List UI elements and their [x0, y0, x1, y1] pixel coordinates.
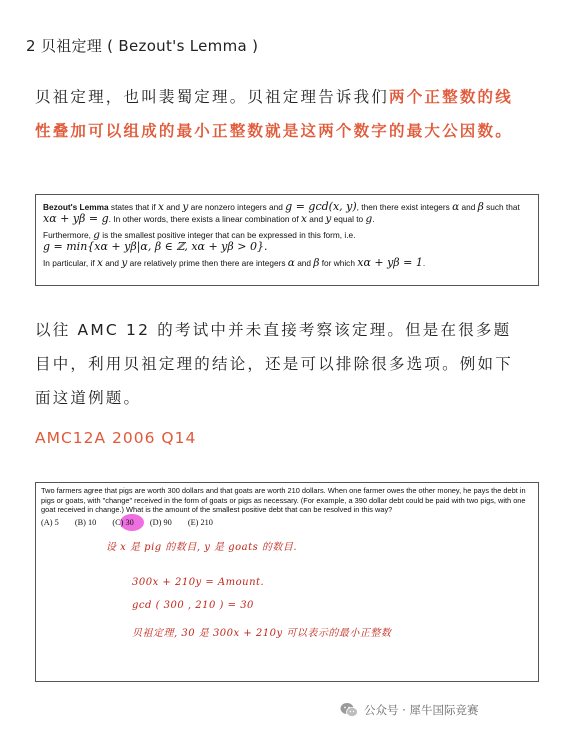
handwriting-line-4: 贝祖定理, 30 是 300x + 210y 可以表示的最小正整数 [132, 628, 392, 639]
problem-text: Two farmers agree that pigs are worth 300 dollars and that goats are worth 210 dollars. When one farmer owes the other money, he pays the debt in pigs or goats, with "change" received in the form of goats or pigs as necessary. (For example, a 390 dollar debt could be paid with two pigs, with one goat received in change.) What is the amount of the smallest positive debt that can be resolved in this way? [41, 486, 526, 515]
choice-a: (A) 5 [41, 517, 59, 527]
lemma-line-1: Bezout's Lemma states that if x and y are nonzero integers and g = gcd(x, y), then there exist integers α and β such that xα + yβ = g. In other words, there exists a linear combination of x and y equal to g. [43, 200, 520, 225]
choice-e: (E) 210 [187, 517, 213, 527]
footer-watermark [340, 702, 478, 718]
problem-heading: AMC12A 2006 Q14 [35, 429, 197, 447]
problem-box [35, 482, 539, 682]
handwriting-line-3: gcd ( 300 , 210 ) = 30 [132, 600, 254, 611]
intro-text: 贝祖定理，也叫裴蜀定理。贝祖定理告诉我们 [35, 88, 390, 106]
lemma-box [35, 194, 539, 286]
lemma-line-3: In particular, if x and y are relatively prime then there are integers α and β for which xα + yβ = 1. [43, 256, 426, 269]
choice-c: (C) 30 [112, 517, 134, 527]
choice-b: (B) 10 [74, 517, 97, 527]
answer-choices [41, 518, 533, 528]
footer-source: 公众号 · 犀牛国际竞赛 [364, 703, 479, 717]
handwriting-line-1: 设 x 是 pig 的数目, y 是 goats 的数目. [106, 542, 298, 553]
section-heading: 2 贝祖定理 ( Bezout's Lemma ) [26, 37, 259, 55]
lemma-line-2: Furthermore, g is the smallest positive integer that can be expressed in this form, i.e. g = min{xα + yβ|α, β ∈ ℤ, xα + yβ > 0}. [43, 229, 356, 253]
intro-paragraph [35, 80, 525, 148]
context-paragraph: 以往 AMC 12 的考试中并未直接考察该定理。但是在很多题目中，利用贝祖定理的结论，还是可以排除很多选项。例如下面这道例题。 [35, 321, 513, 407]
choice-d: (D) 90 [149, 517, 172, 527]
wechat-icon [340, 702, 358, 718]
handwriting-line-2: 300x + 210y = Amount. [132, 577, 265, 588]
intro-highlight: 两个正整数的线性叠加可以组成的最小正整数就是这两个数字的最大公因数。 [35, 88, 513, 140]
